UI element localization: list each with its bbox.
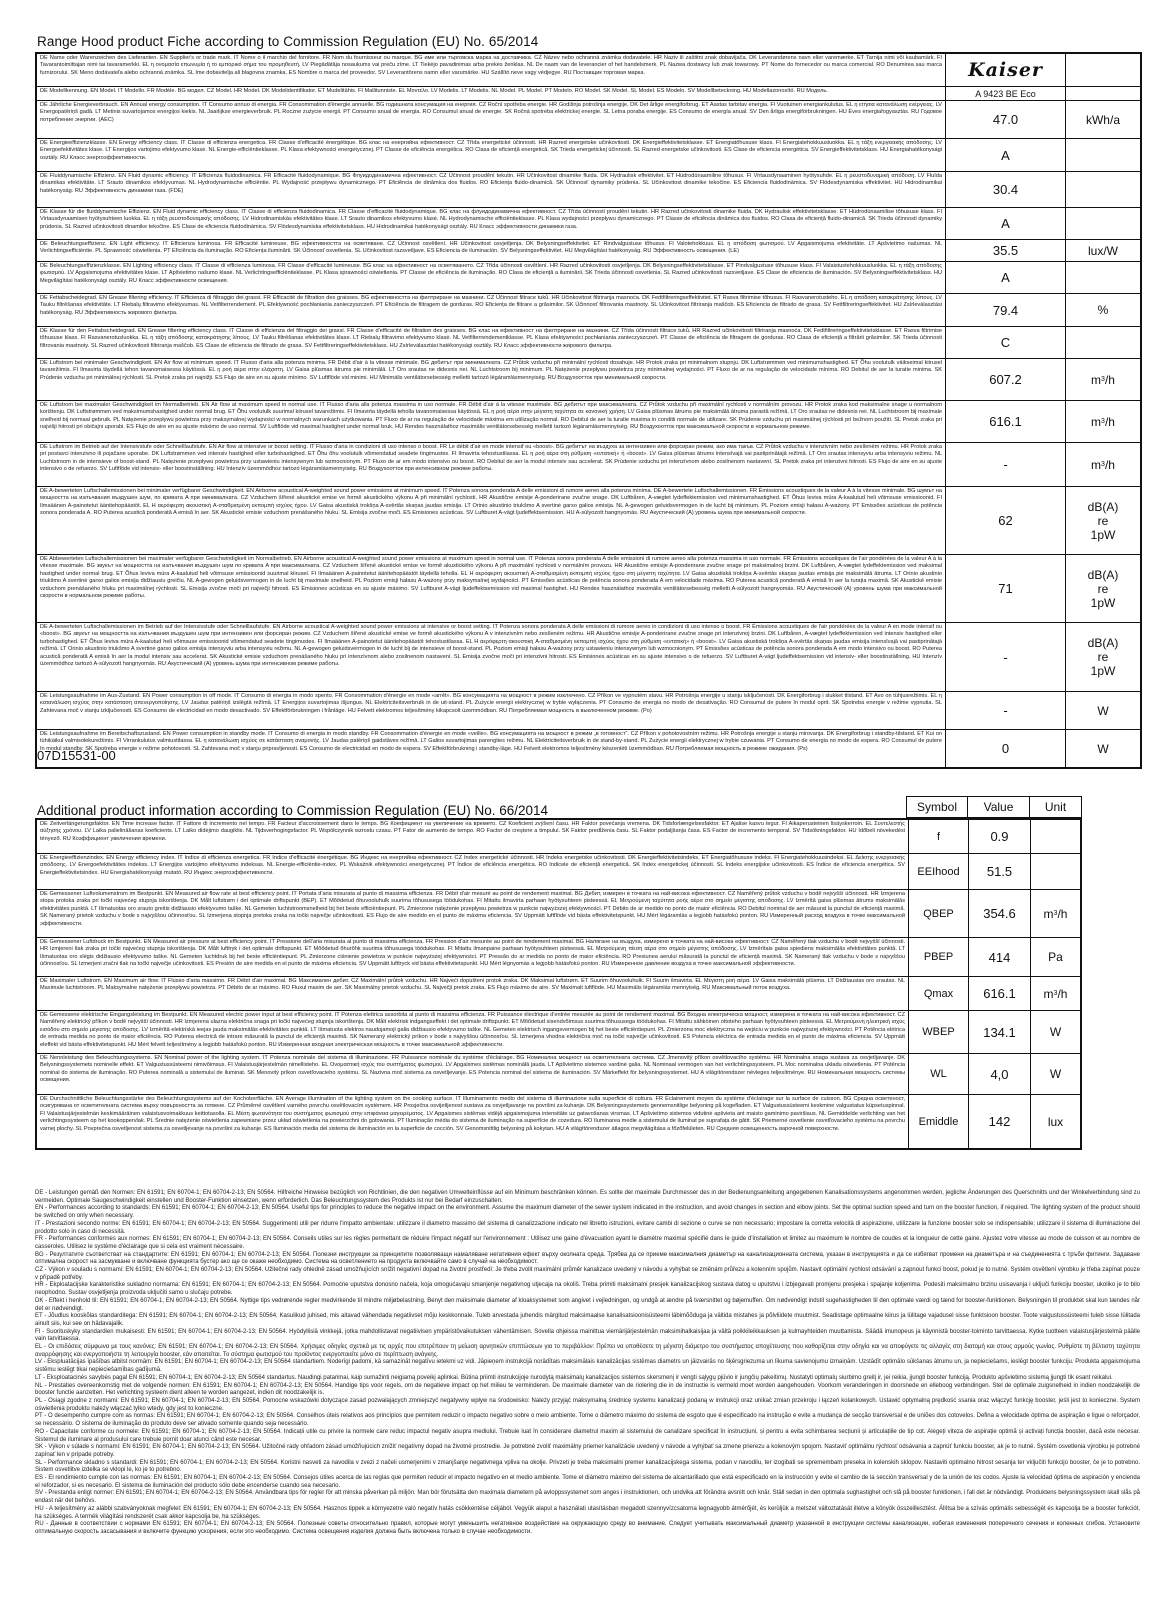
footnote-paragraph: RO - Capacitate conforme cu normele: EN 61591; EN 60704-1; EN 60704-2-13; EN 50564. Indicații utile cu privire la normele care reduc impactul negativ asupra mediului. Trebuie luat în considerare diametrul maxim al sistemului de canalizare specificat în instrucțiuni, și pentru a evita schimbarea secțiunii și articulațiile de tip cot. Alegeți viteza de aspirație optimă și activați funcția booster, dacă este necesar. Sistemul de iluminare al produsului care trebuie pornit doar atunci când este necesar. [35, 1428, 1140, 1443]
footnote-paragraph: SV - Prestanda enligt normer: EN 61591; EN 60704-1; EN 60704-2-13; EN 50564. Användbara tips för regler för att minska påverkan på miljön. Man bör förutsätta den maximala diametern på avloppssystemet som anges i instruktionen, och undvika att förändra avsnitt och knär. Ställ sedan in den optimala sughastighet och slå på booster funktionen, i fall det är nödvändigt. Produktens belysningssystem skall slås på endast när det behövs. [35, 1490, 1140, 1505]
parameter-value: 607.2 [945, 359, 1065, 400]
parameter-value: 62 [945, 487, 1065, 554]
parameter-unit: lux [1030, 1095, 1080, 1148]
additional-info-title: Additional product information according to Commission Regulation (EU) No. 66/2014 [37, 803, 549, 818]
footnotes [35, 1190, 1140, 1537]
parameter-value: 4,0 [968, 1054, 1030, 1094]
parameter-unit: lux/W [1065, 240, 1140, 261]
symbol-header: Symbol [916, 800, 957, 814]
fiche-row [37, 261, 1140, 293]
parameter-description: DE Abbewerteten Luftschallemissionen bei maximaler verfügbarer Geschwindigkeit im Normalbetrieb. EN Airborne acoustical A-weighted sound power emissions at maximum speed in normal use. IT Potenza sonora ponderata A delle emissioni di rumore aereo alla potenza massima in uso normale. FR Émissions acoustiques de l'air pondérées de la valeur A à la vitesse maximale. BG звукът на мощността на излъчвания въздушен шум по кривата A при максималната. CZ Vzduchem šířené akustické emise ve formě akustického výkonu A při maximální rychlosti v normálním provozu. HR Akustične emisije A-ponderirane zvučne snage pri maksimalnoj brzini. DK Luftbåren, A-vægtet lydeffektemission ved maksimal hastighed under normal brug. ET Õhus leviva müra A-kaalutud heli võimsuse emissioonid suurimal kiirusel. FI Ilmaäänen A-painotetut äänitehopäästöt täydellä teholla. EL Η αερόφερτη ακουστική A-σταθμισμένη εκπομπή ισχύος ήχου στη μέγιστη ταχύτητα. LV Gaisa akustiskā trokšņa A-svērtās skaņas jaudas emisija pie maksimālā ātruma. LT Orinio akustinio triukšmo A svertinė garso galios emisija didžiausiu greičiu. NL A-gewogen geluidsvermogen in de lucht bij maximale snelheid. PL Poziom emisji hałasu A-ważony przy maksymalnej wydajności. PT Emissões acústicas de potência sonora ponderada A em velocidade máxima. RO Puterea acustică ponderată A emisă în aer la turația maximă. SK Akustické emisie vzduchom prenášaného hluku pri maximálnej rýchlosti. SL Emisija zvočne moči pri največji hitrosti. ES Emisiones acústicas en su ajuste máximo. SV Luftburet A-vägt ljudeffektsemission vid maximal hastighet. HU Rendes használathoz maximális ventilátorsebesség melletti A-súlyozott hangnyomás. RU Акустический (A) уровень шума при максимальной скорости в нормальном режиме работы. [40, 556, 942, 600]
parameter-description: DE Gemessener Luftdruck im Bestpunkt. EN Measured air pressure at best efficiency point. IT Pressione dell'aria misurata al punto di massima efficienza. FR Pression d'air mesurée au point de rendement maximal. BG Налягане на въздуха, измерено в точката на най-висока ефективност. CZ Naměřený tlak vzduchu v bodě nejvyšší účinnosti. HR Izmjereni tlak zraka pri točki najvećeg stupnja iskorištenja. DK Målt lufttryk i det optimale driftspunkt. ET Mõõdetud õhurõhk suurima tõhususega töödukohas. FI Mitattu ilmanpaine parhaan hyötysuhteen pisteessä. EL Μετρούμενη πίεση αέρα στο σημείο μέγιστης απόδοσης. LV Izmērītais gaisa spiediens maksimālās efektivitātes punktā. LT Išmatuotas oro slėgis didžiausio efektyvumo taške. NL Gemeten luchtdruk bij het beste efficiëntiepunt. PL Zmierzone ciśnienie powietrza w punkcie najwyższej efektywności. PT Pressão do ar medida no ponto de maior eficiência. RO Presiunea aerului măsurată la punctul de eficiență maximă. SK Nameraný tlak vzduchu v bode s najvyššou účinnosťou. SL Izmerjeni zračni tlak na točki največje učinkovitosti. ES Presión de aire medida en el punto de máxima eficiencia. SV Uppmätt lufttryck vid bästa effektivitetspunkt. HU Mért légnyomás a legjobb hatásfokú ponton. RU Измеренное давление воздуха в точке максимальной эффективности. [40, 939, 905, 968]
parameter-unit: W [1065, 730, 1140, 767]
fiche-row [37, 622, 1140, 691]
parameter-unit: m 3 /h [1065, 443, 1140, 486]
additional-row [37, 976, 1080, 1010]
parameter-unit: m 3 /h [1030, 890, 1080, 937]
parameter-value: 414 [968, 938, 1030, 976]
additional-row [37, 1010, 1080, 1053]
additional-row [37, 889, 1080, 937]
parameter-unit [1065, 87, 1140, 100]
parameter-description: DE Leistungsaufnahme im Bereitschaftszustand. EN Power consumption in standby mode. IT Consumo di energia in modo standby. FR Consommation d'énergie en mode «veille». BG консумацията на мощност в режим „в готовност“. CZ Příkon v pohotovostním režimu. HR Potrošnja energije u stanju mirovanja. DK Energiforbrug i standby-tilstand. ET Kui on tühikäikul valmisolekurežiimis. FI Virrankulutus valmiustilassa. EL η κατανάλωση ισχύος σε κατάσταση αναμονής. LV Jaudas patēriņš gaidstāves režīmā. LT Galios suvartojimas parengties režimu. NL Elektriciteitsverbruik in de stand-by-stand. PL Zużycie energii elektrycznej w trybie czuwania. PT Consumo de energia no modo de espera. RO Consumul de putere în modul standby. SK Spotreba energie v režime pohotovosti. SL Zahtevana moč v stanju pripravljenosti. ES Consumo de electricidad en modo de espera. SV Effektförbrukning i standby-läge. HU Felvett elektromos teljesítmény készenléti üzemmódban. RU Потребляемая мощность в режиме ожидания. (Ps) [40, 731, 942, 752]
parameter-symbol: Qmax [908, 977, 968, 1010]
fiche-row [37, 293, 1140, 326]
parameter-value: A [945, 139, 1065, 171]
fiche-row [37, 207, 1140, 239]
footnote-paragraph: BG - Резултатите съответстват на стандартите: EN 61591; EN 60704-1; EN 60704-2-13; EN 50564. Полезни инструкции за принципите позволяващи намаляване негативния ефект върху околната среда. Трябва да се приеме максималния диаметър на канализационната система, указан в инструкцията и да се избягват промени на диаметъра и на съединенията с тръби фитинги. Задаване оптимална скорост на засмукване и включване функцията бустер ако ще се окаже необходимо. Система на осветлението на продукта включвайте само в случай на необходимост. [35, 1251, 1140, 1266]
footnote-paragraph: RU - Данные в соответствии с нормами EN 61591; EN 60704-1; EN 60704-2-13; EN 50564. Полезные советы относительно правил, которые могут уменьшить негативное воздействие на окружающую среду во внимание. Следует учитывать максимальный диаметр указанной в инструкции системы канализации, избегая изменения поперечного сечения и коленных сгибов. Установите оптимальную скорость засасывания и включите функцию ускорения, если это необходимо. Система освещения изделия должна быть включена только в случае необходимости. [35, 1521, 1140, 1535]
parameter-unit: dB(A) re 1pW [1065, 623, 1140, 691]
fiche-row [37, 138, 1140, 171]
parameter-description: DE Luftstrom bei minimaler Geschwindigkeit. EN Air flow at minimum speed. IT Flusso d'aria alla potenza minima. FR Débit d'air à la vitesse minimale. BG дебитът при минималната. CZ Průtok vzduchu při minimální rychlosti dosahuje. HR Protok zraka pri minimalnom stupnju. DK Luftstrømmen ved minimumshastighed. ET Õhu voolutulk väikseimal kiirusel tavarežiimis. FI Ilmavirta täydellä tehon tavanomaisessa käytössä. EL η ροή αέρα στην ελάχιστη. LV Gaisa plūsmas ātrums pie minimālā. LT Oro srautas ne didesnis nei. NL Luchtstroom bij minimum. PL Natężenie przepływu powietrza przy minimalnej wydajności. PT Fluxo de ar na regulação de velocidade mínima. RO Debitul de aer la turatie minima. SK Prúdenie vzduchu pri minimálnej rýchlosti. SL Pretok zraka pri najnižji. ES Flujo de aire en su ajuste mínimo. SV Luftflöde vid minimi. HU Minimális ventilátorsebesség melletti tartozó légáramlásmennyiség. RU Воздухоотток при минимальной скорости. [40, 360, 942, 381]
additional-row [37, 1094, 1080, 1148]
footnote-paragraph: PL - Osiągi zgodne z normami: EN 61591; EN 60704-1; EN 60704-2-13; EN 50564. Pomocne wskazówki dotyczące zasad pozwalających zmniejszyć negatywny wpływ na środowisko: Należy przyjąć maksymalną średnicę systemu kanalizacji podaną w instrukcji oraz unikać zmian przekroju i łączeń kolankowych. Ustawić optymalną prędkość ssania oraz włączyć funkcję booster, jeśli jest to konieczne. System oświetlenia produktu należy włączać tylko wtedy, gdy jest to konieczne. [35, 1397, 1140, 1412]
parameter-value: - [945, 623, 1065, 691]
parameter-value: 0 [945, 730, 1065, 767]
parameter-value: A [945, 208, 1065, 239]
footnote-paragraph: ET - Jõudlus kooskõlas standarditega: EN 61591; EN 60704-1; EN 60704-2-13; EN 50564. Kasulikud juhised, mis aitavad vähendada negatiivset mõju keskkonnale. Tuleb arvestada juhendis märgitud maksimaalse kanalisatsioonisüsteemi läbimõõduga ja vältida mistahes ja põlvliidete muutmist. Seadistage optimaalne kiirus ja lülitage vajadusel sisse funktsioon booster. Toote valgustussüsteemi tuleb sisse lülitada ainult siis, kui see on hädavajalik. [35, 1313, 1140, 1327]
parameter-value: 47.0 [945, 101, 1065, 138]
parameter-unit [1030, 820, 1080, 853]
footnote-paragraph: LV - Ekspluatācijas īpašības atbilst normām: EN 61591; EN 60704-1; EN 60704-2-13; EN 50564 standartiem. Noderīgi padomi, kā samazināt negatīvu ietekmi uz vidi. Jāpieņem instrukcijā norādītais maksimālais kanalizācijas sistēmas diametrs un jāizvairās no šķērsgriezuma un līkuma savienojumu izmaiņām. Uzstādīt optimālo sūkšanas ātrumu un, ja nepieciešams, ieslēgt booster funkciju. Produkta apgaismojuma sistēmu ieslēgt tikai nepieciešamības gadījumā. [35, 1359, 1140, 1374]
parameter-description: DE Gemessene elektrische Eingangsleistung im Bestpunkt. EN Measured electric power input at best efficiency point. IT Potenza elettrica assorbita al punto di massima efficienza. FR Puissance électrique d'entrée mesurée au point de rendement maximal. BG Входна електрическа мощност, измерена в точката на най-висока ефективност. CZ Naměřený elektrický příkon v bodě nejvyšší účinnosti. HR Izmjerena ulazna električna snaga pri točki najvećeg stupnja iskorištenja. DK Målt elektrisk indgangseffekt i det optimale driftspunkt. ET Mõõdetud sisendvõimsus suurima tõhususega töödukohas. FI Mitattu sähköinen ottoteho parhaan hyötysuhteen pisteessä. EL Μετρούμενη ηλεκτρική ισχύς εισόδου στο σημείο μέγιστης απόδοσης. LV Izmērītā elektriskā ieejas jauda maksimālās efektivitātes punktā. LT Išmatuota elektros naudojamoji galia didžiausio efektyvumo taške. NL Gemeten elektrisch ingangsvermogen bij het beste efficiëntiepunt. PL Zmierzona moc elektryczna na wejściu w punkcie najwyższej efektywności. PT Potência elétrica de entrada medida no ponto de maior eficiência. RO Puterea electrică de intrare măsurată la punctul de eficiență maximă. SK Nameraný elektrický príkon v bode s najvyššou účinnosťou. SL Izmerjena vhodna električna moč na točki največje učinkovitosti. ES Potencia eléctrica de entrada medida en el punto de máxima eficiencia. SV Uppmätt eleffekt vid bästa effektivitetspunkt. HU Mért felvett teljesítmény a legjobb hatásfokú ponton. RU Измеренная входная электрическая мощность в точке максимальной эффективности. [40, 1012, 905, 1048]
parameter-value: 0.9 [968, 820, 1030, 853]
footnote-paragraph: DK - Effekt i henhold til: EN 61591; EN 60704-1; EN 60704-2-13; EN 50564. Nyttige tips vedrørende regler medvirkende til mindre miljøbelastning. Benyt den maksimale diameter af kloaksystemet som angivet i vejledningen, og undgå at ændre på tværsnittet og bøjemuffen. Om nødvendigt indstil sugehastigheden til den optimale værdi og tænd for booster-funktionen. Belysningen til produktet skal kun tændes når det er nødvendigt. [35, 1297, 1140, 1312]
parameter-description: DE Gemessener Luftvolumenstrom im Bestpunkt. EN Measured air flow rate at best efficiency point. IT Portata d'aria misurata al punto di massima efficienza. FR Débit d'air mesuré au point de rendement maximal. BG Дебит, измерен в точката на най-висока ефективност. CZ Naměřený průtok vzduchu v bodě nejvyšší účinnosti. HR Izmjerena stopa protoka zraka pri točki najvećeg stupnja iskorištenja. DK Målt luftstrøm i det optimale driftspunkt (BEP). ET Mõõdetud õhuvooluhulk suurima tõhususega töödukohas. FI Mitattu ilmavirta parhaan hyötysuhteen pisteessä. EL Μετρούμενη ταχύτητα ροής αέρα στο σημείο μέγιστης απόδοσης. LV Izmērītā gaisa plūsmas ātrums maksimālās efektivitātes punktā. LT Išmatuotas oro srauto greitis didžiausio efektyvumo taške. NL Gemeten luchtstroomsnelheid bij het beste efficiëntiepunt. PL Zmierzone natężenie przepływu powietrza w punkcie najwyższej efektywności. PT Débito de ar medido no ponto de maior eficiência. RO Debitul nominal de aer măsurat la punctul de eficiență maximă. SK Nameraný prietok vzduchu v bode s najvyššou účinnosťou. SL Izmerjena stopnja pretoka zraka na točki največje učinkovitosti. ES Flujo de aire medido en el punto de máxima eficiencia. SV Uppmätt luftflöde vid bästa effektivitetspunkt. HU Mért légáramlás a legjobb hatásfokú ponton. RU Измеренный расход воздуха в точке максимальной эффективности. [40, 891, 905, 927]
parameter-value: A [945, 262, 1065, 293]
parameter-value: 71 [945, 555, 1065, 622]
parameter-description: DE Luftstrom im Betrieb auf der Intensivstufe oder Schnelllaufstufe. EN Air flow at intensive or boost setting. IT Flusso d'aria in condizioni di uso intenso o boost. FR Le débit d'air en mode intensif ou «boost». BG дебитът на въздуха за интензивен или форсиран режим, ако има такъв. CZ Průtok vzduchu v intenzivním nebo zesíleném režimu. HR Protok zraka pri postavci intenzivno ili pojačane uporabe. DK Luftstrømmen ved intensiv hastighed eller turbohastighed. ET Õhu õhu voolutulk võimendatud seadete tingimustes. FI Ilmavirta tehostustilassa. EL η ροή αέρα στη ρύθμιση «εντατική» ή «boost». LV Gaisa plūsmas ātrums intensīvajā vai pastiprinātajā režīmā. LT Oro srautas intensyviu arba intensyviu režimu. NL Luchtstroom in de intensieve of boost-stand. PL Natężenie przepływu powietrza przy ustawieniu intensywnym lub wzmocnionym. PT Fluxo de ar em modo intensivo ou boost. RO Debitul de aer la modul intensiv sau accelerat. SK Prúdenie vzduchu pri intenzívnom alebo zosilnenom nastavení. SL Pretok zraka pri intenzivni hitrosti. ES Flujo de aire en su ajuste intensivo o de refuerzo. SV Luftflöde vid intensiv- eller boostinställning. HU Intenzív üzemmódhoz tartozó légáramlásmennyiség. RU Воздухоотток при интенсивном режиме работы. [40, 444, 942, 473]
parameter-description: DE Fettabscheidegrad. EN Grease filtering efficiency. IT Efficienza di filtraggio dei grassi. FR Efficacité de filtration des graisses. BG ефективността на филтриране на мазнини. CZ Účinnost filtrace tuků. HR Učinkovitost filtriranja masnoća. DK Fedtfiltreringseffektivitet. ET Rasva filtrimise tõhusus. FI Rasvanerotusteho. EL η απόδοση κατακράτησης λίπους. LV Tauku filtrēšanas efektivitāte. LT Riebalų filtravimo efektyvumas. NL Vetfilterrendement. PL Efektywność pochłaniania zanieczyszczeń. PT Eficiência de filtragem de gorduras. RO Eficiența de filtrare a grăsimilor. SK Účinnosť filtrovania mastnoty. SL Učinkovitost filtriranja maščob. ES Eficiencia de filtrado de grasa. SV Fettfiltreringseffektivitet. HU Zsírleválasztási hatékonyság. RU Эффективность жирового фильтра. [40, 295, 942, 316]
fiche-row [37, 442, 1140, 486]
parameter-value: - [945, 443, 1065, 486]
parameter-unit: m 3 /h [1030, 977, 1080, 1010]
footnote-paragraph: FR - Performances conformes aux normes: EN 61591; EN 60704-1; EN 60704-2-13; EN 50564. Conseils utiles sur les règles permettant de réduire l'impact négatif sur l'environnement : Utilisez une gaine d'évacuation ayant le diamètre maximal spécifié dans le guide d'installation et limitez au maximum le nombre de coudes et la longueur de cette gaine. Ajustez votre vitesse au mode de cuisson et au nombre de casseroles. Utilisez le système d'éclairage que si cela est vraiment nécessaire. [35, 1236, 1140, 1250]
additional-row [37, 820, 1080, 853]
footnote-paragraph: DE - Leistungen gemäß den Normen: EN 61591; EN 60704-1; EN 60704-2-13; EN 50564. Hilfreiche Hinweise bezüglich von Richtlinien, die den negativen Umwelteinflüsse auf ein Minimum beschränken können. Es sollte der maximale Durchmesser des in der Bedienungsanleitung angegebenen Kanalisationssystems angenommen werden, jegliche Änderungen des Querschnitts und der Winkelverbindung sind zu vermeiden. Optimale Saugeschwindigkeit einstellen und Booster-Funktion einsetzen, wenn erforderlich. Das Beleuchtungssystem des Produkts ist nur bei Bedarf einzuschalten. [35, 1190, 1140, 1204]
footnote-paragraph: SL - Performance skladno s standardi: EN 61591; EN 60704-1; EN 60704-2-13; EN 50564. Koristni nasveti za navodila v zvezi z načeli usmerjenimi v zmanjšanje negativnega vpliva na okolje. Privzeti je treba maksimalni premer kanalizacijskega sistema, podan v navodilu, ter izogibati se spremembam preseka in kolenskih sklopov. Nastaviti optimalno hitrost sesanja ter vključiti funkcijo booster, če je to potrebno. Sistem osvetlitve izdelka se vklopi le, ko je to potrebno. [35, 1459, 1140, 1474]
parameter-value: 35.5 [945, 240, 1065, 261]
parameter-description: DE Name oder Warenzeichen des Lieferanten. EN Supplier's or trade mark. IT Nome o il marchio del fornitore. FR Nom du fournisseur ou marque. BG име или търговска марка на доставчика. CZ Název nebo ochranná známka dodavatele. HR Naziv ili zaštitni znak dobavljača. DK Leverandørens navn eller varemærke. ET Tarnija nimi või kaubamärk. FI Tavarantoimittajan nimi tai tavaramerkki. EL η ονομασία επωνυμία ή το εμπορικό σήμα του προμηθευτή. LV Piegādātāja nosaukums vai preču zīme. LT Tiekėjo pavadinimas arba prekės ženklas. NL De naam van de leverancier of het handelsmerk. PL Nazwa dostawcy lub znak towarowy. PT Nome do fornecedor ou marca comercial. RO Denumirea sau marca furnizorului. SK Meno dodávateľa alebo ochranná známka. SL Ime dobavitelja ali blagovna znamka. ES Nombre o marca del proveedor. SV Leverantörens namn eller varumärke. HU Szállító neve vagy védjegye. RU Поставщик торговая марка. [40, 55, 942, 76]
parameter-unit: % [1065, 294, 1140, 326]
parameter-unit [1065, 139, 1140, 171]
parameter-value: 616.1 [968, 977, 1030, 1010]
fiche-row [37, 86, 1140, 100]
brand-logo [945, 54, 1065, 86]
additional-table-header [906, 796, 1082, 818]
parameter-unit [1065, 208, 1140, 239]
parameter-unit: W [1065, 692, 1140, 729]
parameter-description: DE Luftstrom bei maximaler Geschwindigkeit im Normalbetrieb. EN Air flow at maximum speed in normal use. IT Flusso d'aria alla potenza massima in uso normale. FR Débit d'air à la vitesse maximale. BG дебитът при максималната. CZ Průtok vzduchu při maximální rychlosti v normálním provozu. HR Protok zraka kod maksimalne snage u normalnom korištenju. DK Luftstrømmen ved maksimumshastighed under normal brug. ET Õhu voolutulk suurimal kiirusel tavarežiimis. FI Ilmavirta täydellä teholla tavanomaisessa käytössä. EL η ροή αέρα στην μέγιστη ταχύτητα σε κανονική χρήση. LV Gaisa plūsmas ātrums pie maksimālā ātruma parastā režīmā. LT Oro srautas ne didesnis nei. NL Luchtstroom bij maximale snelheid bij normaal gebruik. PL Natężenie przepływu powietrza przy maksymalnej wydajności w normalnych warunkach użytkowania. PT Fluxo de ar na regulação de velocidade máxima em utilização normal. RO Debitul de aer la turatie maxima in conditii normale de utilizare. SK Prúdenie vzduchu pri maximálnej rýchlosti pri bežnom použití. SL Pretok zraka pri najvišji hitrosti pri običajni uporabi. ES Flujo de aire en su ajuste máximo de uso normal. SV Luftflöde vid maximal hastighet under normal bruk. HU Rendes használathoz maximális ventilátorsebesség melletti tartozó légáramlásmennyiség. RU Воздухоотток при максимальной скорости в нормальном режиме. [40, 402, 942, 431]
parameter-value: 142 [968, 1095, 1030, 1148]
parameter-value: 134.1 [968, 1011, 1030, 1053]
additional-row [37, 853, 1080, 889]
parameter-value: 51.5 [968, 854, 1030, 889]
value-header: Value [967, 797, 1029, 817]
parameter-symbol: EEIhood [908, 854, 968, 889]
parameter-description: DE A-bewerteten Luftschallemissionen bei minimaler verfügbarer Geschwindigkeit. EN Airborne acoustical A-weighted sound power emissions at minimum speed. IT Potenza sonora ponderata A delle emissioni di rumore aereo alla potenza minima. DE A-bewertete Luftschallemissionen. FR Émissions acoustiques de la valeur A à la vitesse minimale. BG шумът на мощността на излъчвания въздушен шум, по кривата A при минималната. CZ Vzduchem šířené akustické emise ve formě akustického výkonu A při minimální rychlosti. HR Akustične emisije A-ponderirane zvučne snage. DK Luftbåren, A-vægtet lydeffektemission ved minimumshastighed. ET Õhus leviva müra A-kaalutud heli võimsuse emissioonid. FI Ilmaäänen A-painotetut äänitehopäästöt. EL Η αερόφερτη ακουστική A-σταθμισμένη εκπομπή ισχύος ήχου. LV Gaisa akustiskā trokšņa A-svērtās skaņas jaudas emisija. LT Orinio akustinio triukšmo A svertinė garso galios emisija. NL A-gewogen geluidsvermogen in de lucht bij minimum. PL Poziom emisji hałasu A-ważony. PT Emissões acústicas de potência sonora ponderada A. RO Puterea acustică ponderată A emisă în aer. SK Akustické emisie vzduchom prenášaného hluku. SL Emisija zvočne moči. ES Emisiones acústicas. SV Luftburet A-vägt ljudeffektsemission. HU A-súlyozott hangnyomás. RU Акустический (A) уровень шума при минимальной скорости. [40, 488, 942, 517]
parameter-description: DE Zeitverlängerungsfaktor. EN Time increase factor. IT Fattore di incremento nel tempo. FR Facteur d'accroissement dans le temps. BG Коефициент на увеличение на времето. CZ Koeficient zvýšení času. HR Faktor povećanja vremena. DK Tidsforlængelsesfaktor. ET Ajalise kasvu tegur. FI Aikaperusteinen lisäyskerroin. EL Συντελεστής αύξησης χρόνου. LV Laika palielināšanas koeficients. LT Laiko didėjimo daugiklis. NL Tijdsverhogingsfactor. PL Współczynnik wzrostu czasu. PT Fator de aumento de tempo. RO Factor de creștere a timpului. SK Faktor predĺženia času. SL Faktor podaljšanja časa. ES Factor de incremento temporal. SV Tidsökningsfaktor. HU Időbeli növekedési tényező. RU Коэффициент увеличения времени. [40, 821, 905, 842]
fiche-row [37, 400, 1140, 442]
parameter-value: C [945, 327, 1065, 358]
model-name: A 9423 BE Eco [945, 87, 1065, 100]
fiche-row [37, 100, 1140, 138]
parameter-description: DE Jährliche Energieverbrauch. EN Annual energy consumption. IT Consumo annuo di energia. FR Consommation d'énergie annuelle. BG годишната консумация на енергия. CZ Roční spotřeba energie. HR Godišnja potrošnja energije. DK Det årlige energiforbrug. ET Aastas tarbitav energia. FI Vuotuinen energiankulutus. EL η ετήσια κατανάλωση ενέργειας. LV Energopatēriņš gadā. LT Metinis suvartojamos energijos kiekis. NL Jaarlijkse energieverbruik. PL Roczne zużycie energii. PT Consumo anual de energia. RO Consumul anual de energie. SK Ročná spotreba elektrickej energie. SL Letna poraba energije. ES Consumo de energía anual. SV Den årliga energiförbrukningen. HU Éves energiafogyasztás. RU Годовое потребление энергии. (AEC) [40, 102, 942, 123]
parameter-unit [1065, 327, 1140, 358]
parameter-value: 79.4 [945, 294, 1065, 326]
parameter-unit: kWh/a [1065, 101, 1140, 138]
parameter-unit: W [1030, 1011, 1080, 1053]
parameter-value: 354.6 [968, 890, 1030, 937]
parameter-description: DE Fluiddynamische Effizienz. EN Fluid dynamic efficiency. IT Efficienza fluidodinamica. FR Efficacité fluidodynamique. BG Флуидодинамична ефективност. CZ Účinnost proudění tekutin. HR Učinkovitost dinamike fluida. DK Hydraulisk effektivitet. ET Hüdrodünaamiline tõhusus. FI Virtausdynaaminen hyötysuhde. EL η ρευστοδυναμική απόδοση. LV Fluīda dinamikas efektivitāte. LT Srauto dinamikos efektyvumas. NL Hydrodynamische efficiëntie. PL Wydajność przepływu dynamicznego. PT Eficiência de dinâmica dos fluidos. RO Eficiența fluido-dinamică. SK Účinnosť dynamiky prúdenia. SL Učinkovitost dinamike tekočine. ES Eficiencia fluidodinámica. SV Flödesdynamiska effektivitet. HU Hidrodinamikai hatékonyság. RU Эффективность динамики газа. (FDE) [40, 173, 942, 194]
parameter-description: DE Nennleistung des Beleuchtungssystems. EN Nominal power of the lighting system. IT Potenza nominale del sistema di illuminazione. FR Puissance nominale du système d'éclairage. BG Номинална мощност на осветителната система. CZ Jmenovitý příkon osvětlovacího systému. HR Nominalna snaga sustava za osvjetljavanje. DK Belysningssystemets nominelle effekt. ET Valgustussüsteemi nimivõimsus. FI Valaistusjärjestelmän nimellisteho. EL Ονομαστική ισχύς του συστήματος φωτισμού. LV Apgaismes sistēmas nominālā jauda. LT Apšvietimo sistemos vardinė galia. NL Nominaal vermogen van het verlichtingssysteem. PL Moc nominalna układu oświetlenia. PT Potência nominal do sistema de iluminação. RO Puterea nominală a sistemului de iluminat. SK Menovitý príkon osvetľovacieho systému. SL Nazivna moč sistema za osvetljevanje. ES Potencia nominal del sistema de iluminación. SV Märkeffekt för belysningssystemet. HU A világítórendszer névleges teljesítménye. RU Номинальная мощность системы освещения. [40, 1055, 905, 1084]
fiche-row [37, 326, 1140, 358]
parameter-unit [1065, 54, 1140, 86]
parameter-description: DE Energieeffizienzindex. EN Energy efficiency index. IT Indice di efficienza energetica. FR Indice d'efficacité énergétique. BG Индекс на енергийна ефективност. CZ Index energetické účinnosti. HR Indeks energetske učinkovitosti. DK Energieffektivitetsindeks. ET Energiatõhususe indeks. FI Energiatehokkuusindeksi. EL Δείκτης ενεργειακής απόδοσης. LV Energoefektivitātes indekss. LT Energijos vartojimo efektyvumo indeksas. NL Energie-efficiëntie-index. PL Wskaźnik efektywności energetycznej. PT Índice de eficiência energética. RO Indicele de eficiență energetică. SK Index energetickej účinnosti. SL Indeks energijske učinkovitosti. ES Índice de eficiencia energética. SV Energieffektivitetsindex. HU Energiahatékonysági mutató. RU Индекс энергоэффективности. [40, 855, 905, 876]
kaiser-logo: Kaiser [968, 59, 1043, 81]
footnote-paragraph: LT - Eksploatacinės savybės pagal EN 61591; EN 60704-1; EN 60704-2-13; EN 50564 standartus. Naudingi patarimai, kaip sumažinti neigiamą poveikį aplinkai. Būtina priimti instrukcijoje nurodytą maksimalų kanalizacijos sistemos skersmenį ir vengti sąlygų pjūvio ir jungčių pakeitimų. Nustatyti optimalų siurbimo greitį ir, jei reikia, įjungti booster funkciją. Produkto apšvietimo sistemą įjungti tik esant reikalui. [35, 1374, 1113, 1381]
parameter-unit: Pa [1030, 938, 1080, 976]
parameter-description: DE Durchschnittliche Beleuchtungsstärke des Beleuchtungssystems auf der Kochoberfläche. EN Average illumination of the lighting system on the cooking surface. IT Illuminamento medio del sistema di illuminazione sulla superficie di cottura. FR Éclairement moyen du système d'éclairage sur la surface de cuisson. BG Средна осветеност, осигурявана от осветителната система върху повърхността за готвене. CZ Průměrné osvětlení varného povrchu osvětlovacím systémem. HR Prosječna osvijetljenost sustava za osvjetljavanje na površini za kuhanje. DK Belysningssystemets gennemsnitlige belysning på kogefladen. ET Valgustussüsteemi keskmine valgustatus küpsetuspinnal. FI Valaistusjärjestelmän keskimääräinen valaistusvoimakkuus keittotasolla. EL Μέση φωτεινότητα του συστήματος φωτισμού στην επιφάνεια μαγειρέματος. LV Apgaismes sistēmas vidējā apgaismojuma intensitāte uz gatavošanas virsmas. LT Apšvietimo sistemos vidutinė apšvieta ant maisto gaminimo paviršiaus. NL Gemiddelde verlichting van het verlichtingssysteem op het kookoppervlak. PL Średnie natężenie oświetlenia zapewniane przez układ oświetlenia na powierzchni do gotowania. PT Iluminação média do sistema de iluminação na superfície de cozedura. RO Iluminarea medie a sistemului de iluminat pe suprafața de gătit. SK Priemerné osvetlenie osvetľovacieho systému na povrchu varnej plochy. SL Povprečna osvetljenost sistema za osvetljevanje na površini za kuhanje. ES Iluminación media del sistema de iluminación en la superficie de cocción. SV Genomsnittlig belysning på kokytan. HU A világítórendszer átlagos megvilágítása a főzőfelületen. RU Средняя освещенность варочной поверхности. [40, 1096, 905, 1132]
fiche-title: Range Hood product Fiche according to Commission Regulation (EU) No. 65/2014 [37, 34, 539, 49]
footnote-paragraph: FI - Suorituskyky standardien mukaisesti: EN 61591; EN 60704-1; EN 60704-2-13; EN 50564. Hyödyllisiä vinkkejä, jotka mahdollistavat negatiivisen ympäristövaikutuksen vähentämisen. Sovella ohjeissa mainittua viemärijärjestelmän maksimihalkaisijaa ja vältä poikkileikkauksen ja kulmayhteiden muuttamista. Säädä imunopeus ja käynnistä booster-toiminto tarvittaessa. Kytke tuotteen valaistusjärjestelmä päälle vain tarvittaessa. [35, 1328, 1140, 1343]
footnote-paragraph: ES - El rendimiento cumple con las normas: EN 61591; EN 60704-1; EN 60704-2-13; EN 50564. Consejos útiles acerca de las reglas que permiten reducir el impacto negativo en el medio ambiente. Tome el diámetro máximo del sistema de alcantarillado que está especificado en la instrucción y evite el cambio de la sección transversal y de la unión de los codos. Ajuste la velocidad óptima de aspiración y encienda el reforzador, si es necesario. El sistema de iluminación del producto sólo debe encenderse cuando sea necesario. [35, 1475, 1140, 1489]
parameter-description: DE Klasse für den Fettabscheidegrad. EN Grease filtering efficiency class. IT Classe di efficienza del filtraggio dei grassi. FR Classe d'efficacité de filtration des graisses. BG клас на ефективност на филтриране на мазнини. CZ Třída účinnosti filtrace tuků. HR Razred učinkovitosti filtriranja masnoća. DK Fedtfiltreringseffektivitetsklasse. ET Rasva filtrimise tõhususe klass. FI Rasvanerotusluokka. EL η τάξη απόδοσης κατακράτησης λίπους. LV Tauku filtrēšanas efektivitātes klase. LT Riebalų filtravimo efektyvumo klasė. NL Vetfilterrendementklasse. PL Klasa efektywności pochłaniania zanieczyszczeń. PT Classe de eficiência de filtragem de gorduras. RO Clasa de eficiență a filtrării grăsimilor. SK Trieda účinnosti filtrovania mastnoty. SL Razred učinkovitosti filtriranja maščob. ES Clase de eficiencia de filtrado de grasa. SV Fettfiltreringseffektivitetsklass. HU Zsírleválasztási hatékonysági osztály. RU Класс эффективности жирового фильтра. [40, 328, 942, 349]
parameter-description: DE Energieeffizienzklasse. EN Energy efficiency class. IT Classe di efficienza energetica. FR Classe d'efficacité énergétique. BG клас на енергийна ефективност. CZ Třída energetické účinnosti. HR Razred energetske učinkovitosti. DK Energieffektivitetsklasse. ET Energiatõhususe klass. FI Energiatehokkuusluokka. EL η τάξη ενεργειακής απόδοσης. LV Energoefektivitātes klase. LT Energijos vartojimo efektyvumo klasė. NL Energie-efficiëntieklasse. PL Klasa efektywności energetycznej. PT Classe de eficiência energética. RO Clasa de eficiență energetică. SK Trieda energetickej účinnosti. SL Razred energetske učinkovitosti. ES Clase de eficiencia energética. SV Energieffektivitetsklass. HU Energiahatékonysági osztály. RU Класс энергоэффективности. [40, 140, 942, 161]
parameter-description: DE Leistungsaufnahme im Aus-Zustand. EN Power consumption in off mode. IT Consumo di energia in modo spento. FR Consommation d'énergie en mode «arrêt». BG консумацията на мощност в режим изключено. CZ Příkon ve vypnutém stavu. HR Potrošnja energije u stanju isključenosti. DK Energiforbrug i slukket tilstand. ET Avo on tühjusrežiimis. EL η κατανάλωση ισχύος στην κατάσταση απενεργοποίησης. LV Jaudas patēriņš izslēgtā režīmā. LT Energijos suvartojimas išjungus. NL Elektriciteitsverbruik in de uit-stand. PL Zużycie energii elektrycznej w trybie wyłączenia. PT Consumo de energia no modo de desativação. RO Consumul de putere în modul oprit. SK Spotreba energie v režime vypnutia. SL Zahtevana moč v stanju izključenosti. ES Consumo de electricidad en modo desactivado. SV Effektförbrukningen i frånläge. HU Felvett elektromos teljesítmény kikapcsolt üzemmódban. RU Потребляемая мощность в выключенном режиме. (Po) [40, 693, 942, 714]
parameter-unit [1065, 172, 1140, 207]
fiche-row [37, 554, 1140, 622]
parameter-description: DE Beleuchtungseffizienz. EN Light efficiency. IT Efficienza luminosa. FR Efficacité lumineuse. BG ефективността на осветяване. CZ Účinnost osvětlení. HR Učinkovitost osvjetljenja. DK Belysningseffektivitet. ET Rindvalgustuse tõhusus. FI Valotehokkuus. EL η απόδοση φωτισμού. LV Apgaismojuma efektivitāte. LT Apšvietimo našumas. NL Verlichtingsefficiëntie. PL Sprawność oświetlenia. PT Eficiência da iluminação. RO Eficiența iluminării. SK Účinnosť osvetlenia. SL Učinkovitost razsvetljave. ES Eficiencia de iluminación. SV Belysningseffektivitet. HU Megvilágítási hatékonyság. RU Эффективность освещения. (LE) [40, 241, 942, 255]
parameter-unit [1030, 854, 1080, 889]
document-code: 07D15531-00 [37, 748, 116, 763]
parameter-description: DE Klasse für die fluiddynamische Effizienz. EN Fluid dynamic efficiency class. IT Classe di efficienza fluidodinamica. FR Classe d'efficacité fluidodynamique. BG клас на флуидодинамична ефективност. CZ Třída účinnosti proudění tekutin. HR Razred učinkovitosti dinamike fluida. DK Hydraulisk effektivitetsklasse. ET Hüdrodünaamilise tõhususe klass. FI Virtausdynaamisen hyötysuhteen luokka. EL η τάξη ρευστοδυναμικής απόδοσης. LV Hidrodinamiskās efektivitātes klase. LT Srauto dinamikos efektyvumo klasė. NL Hydrodynamische efficiëntieklasse. PL Klasa wydajności przepływu dynamicznego. PT Classe de eficiência dinâmica dos fluidos. RO Clasa de eficiență fluido-dinamică. SK Trieda účinnosti dynamiky prúdenia. SL Razred učinkovitosti dinamike tekočine. ES Clase de eficiencia fluidodinámica. SV Flödesdynamiska effektivitetsklass. HU Hidrodinamikai hatékonysági osztály. RU Класс эффективности динамики газа. [40, 209, 942, 230]
parameter-unit: dB(A) re 1pW [1065, 555, 1140, 622]
parameter-symbol: WBEP [908, 1011, 968, 1053]
parameter-description: DE Modellkennung. EN Model. IT Modello. FR Modèle. BG модел. CZ Model. HR Model. DK Modelidentifikator. ET Mudelitähis. FI Mallitunniste. EL Μοντέλο. LV Modelis. LT Modelis. NL Model. PL Model. PT Modelo. RO Model. SK Model. SL Model. ES Modelo. SV Modellbeteckning. HU Modellazonosító. RU Модель. [40, 88, 828, 94]
fiche-row [37, 691, 1140, 729]
footnote-paragraph: CZ - Výkon v souladu s normami: EN 61591; EN 60704-1; EN 60704-2-13; EN 50564. Užitečné rady ohledně zásad umožňujících snížit negativní dopad na životní prostředí: Je třeba zvolit maximální průměr kanalizace uvedený v návodu a vyhýbat se změnám průřezu a kolenním spojům. Nastavit optimální rychlost odsávání a zapnout funkci boost, pokud je to nutné. Systém osvětlení výrobku je třeba zapínat pouze v případě potřeby. [35, 1267, 1140, 1281]
footnote-paragraph: HU - A teljesítmény az alábbi szabványoknak megfelel: EN 61591; EN 60704-1; EN 60704-2-13; EN 50564. Hasznos tippek a környezetre való negatív hatás csökkentése céljából. Vegyük alapul a használati utasításban megadott szennyvízcsatorna legnagyobb átmérőjét, és kerüljük a metszet változtatását illetve a könyök összeillesztést. Állítsa be a szívás optimális sebességét és kapcsolja be a booster funkciót, ha szükséges. A termék világítási rendszerét csak akkor kapcsolja be, ha szükséges. [35, 1505, 1140, 1520]
parameter-unit: W [1030, 1054, 1080, 1094]
fiche-row [37, 239, 1140, 261]
additional-table [35, 818, 1082, 1150]
parameter-unit: m 3 /h [1065, 401, 1140, 442]
parameter-symbol: PBEP [908, 938, 968, 976]
fiche-row [37, 171, 1140, 207]
parameter-description: DE Maximaler Luftstrom. EN Maximum air flow. IT Flusso d'aria massimo. FR Débit d'air maximal. BG Максимален дебит. CZ Maximální průtok vzduchu. HR Najveći dopušteni protok zraka. DK Maksimal luftstrøm. ET Suurim õhuvooluhulk. FI Suurin ilmavirta. EL Μέγιστη ροή αέρα. LV Gaisa maksimālā plūsma. LT Didžiausias oro srautas. NL Maximale luchtstroom. PL Maksymalne natężenie przepływu powietrza. PT Débito de ar máximo. RO Fluxul maxim de aer. SK Maximálny prietok vzduchu. SL Največji pretok zraka. ES Flujo máximo de aire. SV Maximalt luftflöde. HU Maximális légáramlás mennyiség. RU Максимальный поток воздуха. [40, 978, 905, 992]
parameter-symbol: f [908, 820, 968, 853]
parameter-description: DE Beleuchtungseffizienzklasse. EN Lighting efficiency class. IT Classe di efficienza luminosa. FR Classe d'efficacité lumineuse. BG клас на ефективност на осветяването. CZ Třída účinnosti osvětlení. HR Razred učinkovitosti osvjetljenja. DK Belysningseffektivitetsklasse. ET Pindvalgustuse tõhususe klass. FI Valaistustehokkuusluokka. EL η τάξη απόδοσης φωτισμού. LV Apgaismojuma efektivitātes klase. LT Apšvietimo našumo klasė. NL Verlichtingsefficiëntieklasse. PL Klasa sprawności oświetlenia. PT Classe de eficiência de iluminação. RO Clasa de eficiență a iluminării. SK Trieda účinnosti osvetlenia. SL Razred učinkovitosti razsvetljave. ES Clase de eficiencia de iluminación. SV Belysningseffektivitetsklass. HU Megvilágítási hatékonysági osztály. RU Класс эффективности освещения. [40, 263, 942, 284]
fiche-row [37, 729, 1140, 767]
fiche-row [37, 358, 1140, 400]
footnote-paragraph: EN - Performances according to standards: EN 61591; EN 60704-1; EN 60704-2-13; EN 50564. Useful tips for principles to reduce the negative impact on the environment. Assume the maximum diameter of the sewer system indicated in the instruction, and avoid changes in section and elbow joints. Set the optimal suction speed and turn on the booster function, if required. The lighting system of the product should be switched on only when necessary. [35, 1205, 1140, 1220]
fiche-table [35, 52, 1142, 769]
additional-row [37, 1053, 1080, 1094]
fiche-row [37, 486, 1140, 554]
footnote-paragraph: HR - Ekploatacijske karakteristike sukladno normama: EN 61591; EN 60704-1; EN 60704-2-13; EN 50564. Pomoćne uputstva donosno načela, koja omogućavaju smanjenje negativnog utjecaja na okoliš. Treba primiti maksimalni presjek kanalizacijskog sustava datog u uputstvu i izbjegavati promjenu presjeka i spajanje koljenima. Podesiti maksimalnu brzinu usisavanja i uključi funkciju booster, ukoliko je to bilo neophodno. Sustav osvjetljenja proizvoda uključiti samo u slučaju potrebe. [35, 1282, 1140, 1297]
parameter-symbol: QBEP [908, 890, 968, 937]
footnote-paragraph: PT - O desempenho cumpre com as normas: EN 61591; EN 60704-1; EN 60704-2-13; EN 50564. Conselhos úteis relativos aos princípios que permitem reduzir o impacto negativo sobre o meio ambiente. Tome o diâmetro máximo do sistema de esgoto que é especificado na instrução e evite a mudança de secção transversal e de uniões dos cotovelos. Defina a velocidade óptima de aspiração e ligue o reforçador, se necessário. O sistema de iluminação do produto deve ser ativado somente quando seja necessário. [35, 1413, 1140, 1428]
parameter-unit: m 3 /h [1065, 359, 1140, 400]
additional-row [37, 937, 1080, 976]
footnote-paragraph: SK - Výkon v súlade s normami: EN 61591; EN 60704-1; EN 60704-2-13; EN 50564. Užitočné rady ohľadom zásad umožňujúcich znížiť negatívny dopad na životné prostredie. Je potrebné zvoliť maximálny priemer kanalizácie uvedený v návode a vyhýbať sa zmene prierezu a kolenovým spojom. Nastaviť optimálnu rýchlosť odsávania a zapnúť funkciu booster, ak je to nutné. Systém osvetlenia výrobku je potrebné zapínať len v prípade potreby. [35, 1444, 1140, 1458]
footnote-paragraph: IT - Prestazioni secondo norme: EN 61591; EN 60704-1; EN 60704-2-13; EN 50564. Suggerimenti utili per ridurre l'impatto ambientale: utilizzare il diametro massimo del sistema di canalizzazione indicato nel libretto istruzioni, evitare cambi di sezione o curve se non necessario; impostare la corretta velocità di aspirazione, utilizzare la funzione booster solo se indispensabile; utilizzare il sistema di illuminazione del prodotto solo in caso di necessità. [35, 1220, 1140, 1235]
unit-header: Unit [1029, 797, 1081, 817]
parameter-symbol: WL [908, 1054, 968, 1094]
parameter-unit: dB(A) re 1pW [1065, 487, 1140, 554]
fiche-row [37, 54, 1140, 86]
parameter-value: - [945, 692, 1065, 729]
parameter-unit [1065, 262, 1140, 293]
footnote-paragraph: EL - Οι επιδόσεις σύμφωνα με τους κανόνες: EN 61591; EN 60704-1; EN 60704-2-13; EN 50564. Χρήσιμες οδηγίες σχετικά με τις αρχές που επιτρέπουν τη μείωση αρνητικών επιπτώσεων για το περιβάλλον: Πρέπει να υποθέσετε τη μέγιστη διάμετρο του συστήματος αποχέτευσης που καθορίζεται στην οδηγία και να αποφύγετε τις αλλαγές στη διατομή και στους αρμούς γωνίας. Ρυθμίστε τη βέλτιστη ταχύτητα αναρρόφησης και ενεργοποιήστε τη λειτουργία booster, εάν απαιτείται. Το σύστημα φωτισμού του προϊόντος ενεργοποιείτε μόνο σε περίπτωση ανάγκης. [35, 1344, 1140, 1358]
parameter-description: DE A-bewerteten Luftschallemissionen im Betrieb auf der Intensivstufe oder Schnelllaufstufe. EN Airborne acoustical A-weighted sound power emissions at intensive or boost setting. IT Potenza sonora ponderata A delle emissioni di rumore aereo in condizioni di uso intenso o boost. FR Émissions acoustiques de l'air pondérées de la valeur A en mode intensif ou «boost». BG звукът на мощността на излъчвания въздушен шум при интензивен или форсиран режим. CZ Vzduchem šířené akustické emise ve formě akustického výkonu A v intenzivním nebo zesíleném režimu. HR Akustične emisije A-ponderirane zvučne snage pri intenzivnoj brzini. DK Luftbåren, A-vægtet lydeffektemission ved intensiv hastighed eller turbohastighed. ET Õhus leviva müra A-kaalutud heli võimsuse emissioonid võimendatud seadete tingimustes. FI Ilmaäänen A-painotetut äänitehopäästöt tehostustilassa. EL Η αερόφερτη ακουστική A-σταθμισμένη εκπομπή ισχύος ήχου στη ρύθμιση «εντατική» ή «boost». LV Gaisa akustiskā trokšņa A-svērtās skaņas jaudas emisija intensīvajā vai pastiprinātajā režīmā. LT Orinio akustinio triukšmo A svertinė garso galios emisija intensyviu arba intensyviu režimu. NL A-gewogen geluidsvermogen in de lucht bij de intensieve of boost-stand. PL Poziom emisji hałasu A-ważony przy ustawieniu intensywnym lub wzmocnionym. PT Emissões acústicas de potência sonora ponderada A em modo intensivo ou boost. RO Puterea acustică ponderată A emisă în aer la modul intensiv sau accelerat. SK Akustické emisie vzduchom prenášaného hluku pri intenzívnom alebo zosilnenom nastavení. SL Emisija zvočne moči pri intenzivni hitrosti. ES Emisiones acústicas en su ajuste intensivo o de refuerzo. SV Luftburet A-vägt ljudeffektsemission vid intensiv- eller boostinställning. HU Intenzív üzemmódhoz tartozó A-súlyozott hangnyomás. RU Акустический (A) уровень шума при интенсивном режиме работы. [40, 624, 942, 668]
parameter-value: 30.4 [945, 172, 1065, 207]
parameter-symbol: Emiddle [908, 1095, 968, 1148]
footnote-paragraph: NL - Prestaties overeenkomstig met de volgende normen: EN 61591; EN 60704-1; EN 60704-2-13; EN 50564. Handige tips voor regels, om de negatieve impact op het milieu te verminderen. De maximale diameter van de riolering die in de instructie is vermeld moet worden aangehouden. Voorkom veranderingen in doorsnede en elleboog verbindingen. Stel de optimale zuigsnelheid in indien noodzakelijk de booster functie aanzetten. Het verlichting systeem dient alleen te worden aangezet, indien dit noodzakelijk is. [35, 1382, 1140, 1397]
parameter-value: 616.1 [945, 401, 1065, 442]
